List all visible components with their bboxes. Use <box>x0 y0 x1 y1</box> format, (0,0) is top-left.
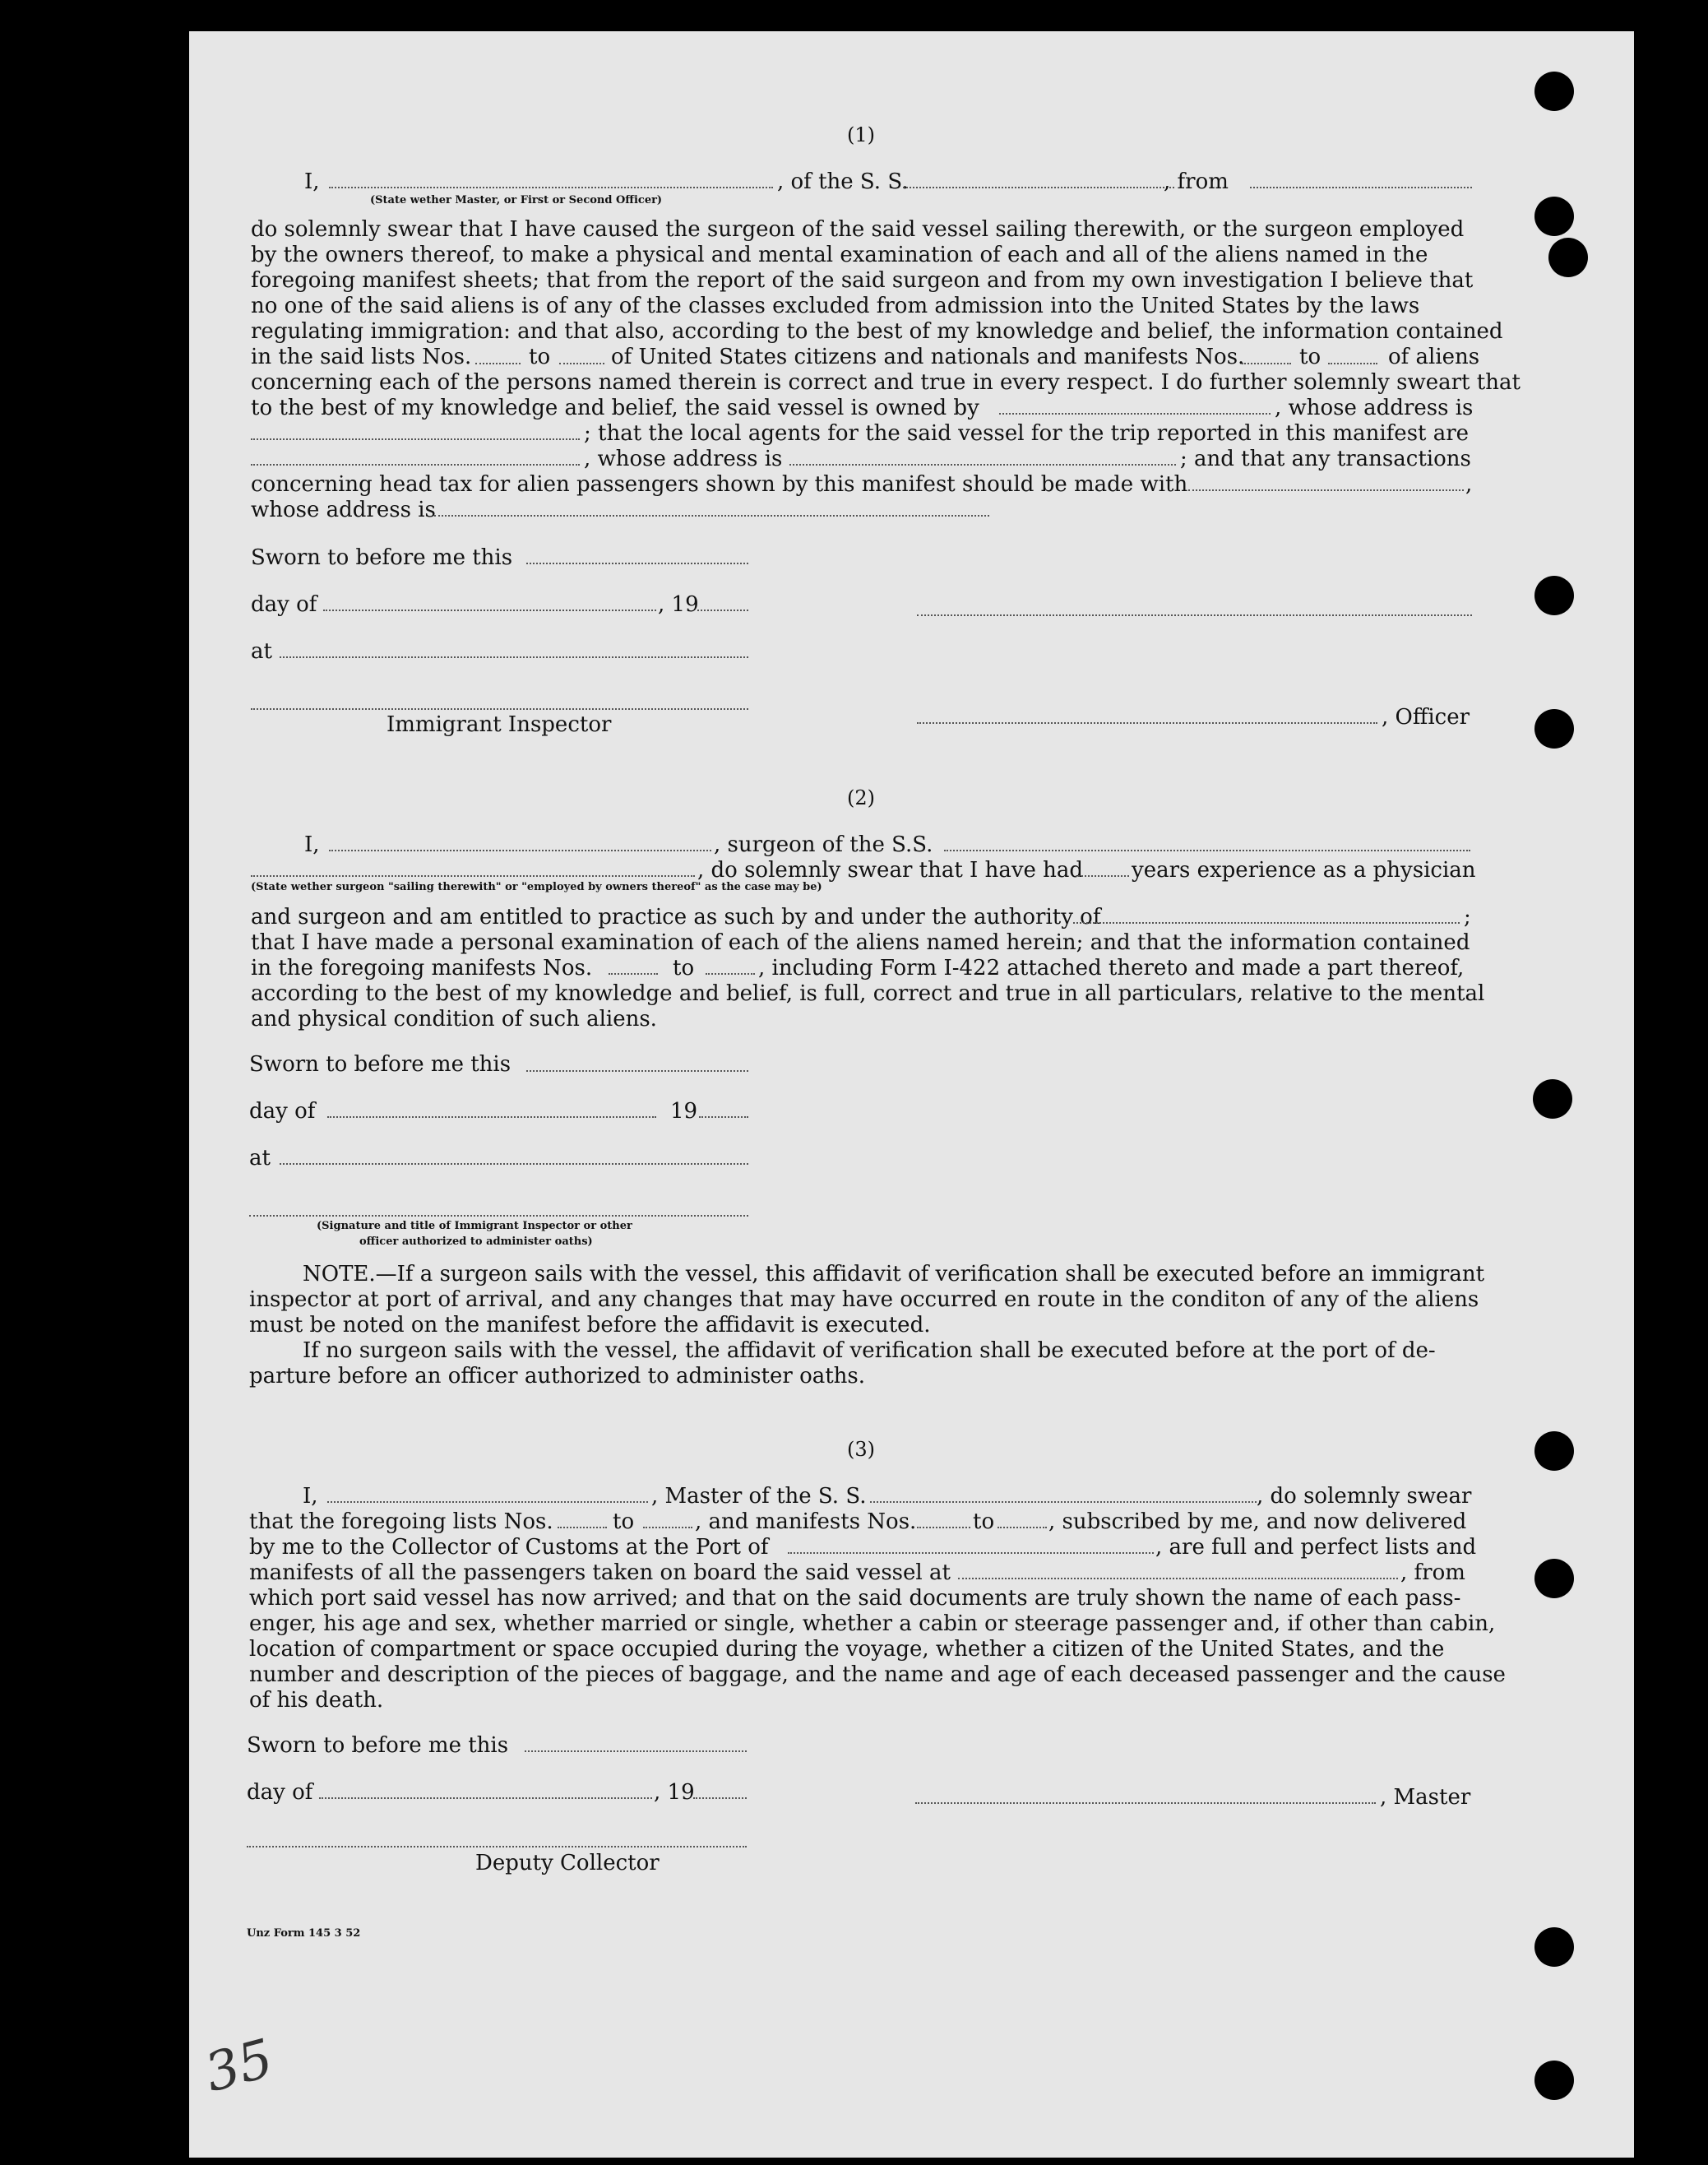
s2-name-field[interactable] <box>329 849 711 851</box>
punch-hole <box>1533 1079 1572 1119</box>
s2-at-label: at <box>249 1146 271 1171</box>
s3-lists-to-field[interactable] <box>643 1526 692 1528</box>
s1-owner-address-field[interactable] <box>251 438 580 440</box>
s1-para-line: no one of the said aliens is of any of the classes excluded from admission into the United States by the laws <box>251 294 1420 318</box>
s2-authority-field[interactable] <box>1073 921 1460 924</box>
s1-agents-field[interactable] <box>251 463 580 466</box>
s1-para-line: foregoing manifest sheets; that from the report of the said surgeon and from my own investigation I believe that <box>251 268 1474 293</box>
s3-manifests-label: , and manifests Nos. <box>695 1509 917 1534</box>
s2-role-field[interactable] <box>251 874 695 877</box>
s2-nos-to-field[interactable] <box>706 972 755 975</box>
punch-hole <box>1534 197 1574 236</box>
handwritten-number: 35 <box>198 2028 280 2105</box>
s2-sworn-field[interactable] <box>526 1069 748 1072</box>
s3-lists-to: to <box>613 1509 635 1534</box>
s1-lists-to: to <box>529 345 551 369</box>
s2-nos-to: to <box>673 956 695 981</box>
punch-hole <box>1534 1431 1574 1471</box>
s2-i: I, <box>304 832 320 857</box>
s1-at-label: at <box>251 639 272 664</box>
s2-year-label: 19 <box>670 1099 698 1124</box>
s1-owned-label: to the best of my knowledge and belief, the said vessel is owned by <box>251 396 979 420</box>
s3-sworn-field[interactable] <box>525 1750 747 1752</box>
s1-from-field[interactable] <box>1250 186 1472 188</box>
s3-year-field[interactable] <box>693 1796 747 1799</box>
s3-manifests-from-field[interactable] <box>917 1526 970 1528</box>
form-number: Unz Form 145 3 52 <box>247 1927 361 1940</box>
s1-whose-address-label: whose address is <box>251 498 436 522</box>
section-3-number: (3) <box>847 1438 875 1461</box>
punch-hole <box>1534 1559 1574 1598</box>
s1-lists-label: in the said lists Nos. <box>251 345 472 369</box>
s2-authority-end: ; <box>1464 905 1471 930</box>
s3-master-sig-label: , Master <box>1380 1785 1471 1810</box>
s1-signature-field[interactable] <box>917 614 1472 616</box>
s3-sworn-label: Sworn to before me this <box>247 1733 509 1758</box>
s3-deputy-field[interactable] <box>247 1845 747 1847</box>
s2-years-label: years experience as a physician <box>1132 858 1476 883</box>
s3-deputy-label: Deputy Collector <box>475 1851 660 1875</box>
s3-collector-label: by me to the Collector of Customs at the Port of <box>249 1535 769 1560</box>
s3-para-line: number and description of the pieces of baggage, and the name and age of each deceased passenger and the cause <box>249 1662 1506 1687</box>
s2-para-line: and physical condition of such aliens. <box>251 1007 657 1032</box>
s3-name-field[interactable] <box>327 1500 648 1503</box>
note-line: parture before an officer authorized to administer oaths. <box>249 1364 866 1388</box>
s1-agents-address-label: , whose address is <box>584 447 783 471</box>
s2-para-line: that I have made a personal examination of each of the aliens named herein; and that the information contained <box>251 930 1470 955</box>
s1-master-field[interactable] <box>329 186 773 188</box>
s1-manifests-to-field[interactable] <box>1328 362 1377 364</box>
s2-day-field[interactable] <box>327 1115 656 1118</box>
s2-swear-label: , do solemnly swear that I have had <box>697 858 1084 883</box>
s2-ship-field[interactable] <box>944 849 1470 851</box>
s3-manifests-to-field[interactable] <box>997 1526 1047 1528</box>
s2-dayof-label: day of <box>249 1099 316 1124</box>
s3-manifests-at-label: manifests of all the passengers taken on board the said vessel at <box>249 1560 951 1585</box>
s3-day-field[interactable] <box>319 1796 652 1799</box>
s1-headtax-comma: , <box>1465 472 1473 497</box>
s1-headtax-address-field[interactable] <box>434 514 989 517</box>
s1-sworn-label: Sworn to before me this <box>251 545 513 570</box>
s3-swear-label: , do solemnly swear <box>1257 1484 1472 1509</box>
s3-lists-from-field[interactable] <box>558 1526 607 1528</box>
punch-hole <box>1548 238 1588 277</box>
s3-para-line: which port said vessel has now arrived; and that on the said documents are truly shown the name of each pass- <box>249 1586 1461 1611</box>
note-line: must be noted on the manifest before the affidavit is executed. <box>249 1313 931 1337</box>
s1-master-note: (State wether Master, or First or Second Officer) <box>370 194 663 206</box>
s2-sig-note-1: (Signature and title of Immigrant Inspector or other <box>317 1220 632 1232</box>
s1-at-field[interactable] <box>280 656 748 658</box>
note-line: If no surgeon sails with the vessel, the affidavit of verification shall be executed before at the port of de- <box>303 1338 1436 1363</box>
s1-lists-from-field[interactable] <box>475 362 521 364</box>
s1-para-line: regulating immigration: and that also, according to the best of my knowledge and belief, the information contained <box>251 319 1503 344</box>
s1-agents-label: ; that the local agents for the said vessel for the trip reported in this manifest are <box>584 421 1470 446</box>
punch-hole <box>1534 2061 1574 2100</box>
s3-master-sig-field[interactable] <box>915 1801 1376 1804</box>
s2-para-line: according to the best of my knowledge and belief, is full, correct and true in all particulars, relative to the mental <box>251 981 1485 1006</box>
s1-inspector-field[interactable] <box>251 707 748 710</box>
s2-years-field[interactable] <box>1076 874 1129 877</box>
s3-dayof-label: day of <box>247 1780 313 1805</box>
s2-sworn-label: Sworn to before me this <box>249 1052 511 1077</box>
s1-lists-citizens: of United States citizens and nationals and manifests Nos. <box>611 345 1245 369</box>
s3-from-label: , from <box>1400 1560 1465 1585</box>
s1-manifests-to: to <box>1299 345 1322 369</box>
s1-from: , from <box>1164 169 1229 194</box>
section-1-number: (1) <box>847 123 875 146</box>
s3-full-lists: , are full and perfect lists and <box>1155 1535 1477 1560</box>
s3-para-line: of his death. <box>249 1688 384 1713</box>
s1-officer-label: , Officer <box>1382 705 1470 730</box>
s2-surgeon-label: , surgeon of the S.S. <box>714 832 933 857</box>
s2-surgeon-note: (State wether surgeon "sailing therewith" or "employed by owners thereof" as the case may be) <box>251 881 822 893</box>
s2-authority-label: and surgeon and am entitled to practice as such by and under the authority of <box>251 905 1101 930</box>
s2-year-field[interactable] <box>699 1115 748 1118</box>
s1-lists-to-field[interactable] <box>559 362 604 364</box>
s3-subscribed-label: , subscribed by me, and now delivered <box>1048 1509 1467 1534</box>
s1-sworn-field[interactable] <box>526 562 748 564</box>
punch-hole <box>1534 1927 1574 1967</box>
s1-officer-field[interactable] <box>917 721 1377 724</box>
s1-manifests-from-field[interactable] <box>1242 362 1291 364</box>
s2-nos-from-field[interactable] <box>609 972 658 975</box>
s1-of-aliens: of aliens <box>1388 345 1480 369</box>
s3-year-label: , 19 <box>654 1780 695 1805</box>
s1-inspector-label: Immigrant Inspector <box>386 712 612 737</box>
s2-inspector-sig-field[interactable] <box>249 1214 748 1217</box>
s3-port-field[interactable] <box>788 1551 1154 1554</box>
s1-owner-field[interactable] <box>999 412 1271 415</box>
punch-hole <box>1534 709 1574 749</box>
s1-year-field[interactable] <box>697 609 748 611</box>
note-line: NOTE.—If a surgeon sails with the vessel, this affidavit of verification shall be executed before an immigrant <box>303 1262 1485 1286</box>
s1-headtax-field[interactable] <box>1188 489 1464 491</box>
s1-year-label: , 19 <box>658 592 699 617</box>
s3-para-line: enger, his age and sex, whether married or single, whether a cabin or steerage passenger and, if other than cabin, <box>249 1611 1496 1636</box>
note-line: inspector at port of arrival, and any changes that may have occurred en route in the conditon of any of the aliens <box>249 1287 1479 1312</box>
s1-para-line: concerning each of the persons named therein is correct and true in every respect. I do further solemnly sweart that <box>251 370 1521 395</box>
s3-manifests-to: to <box>973 1509 995 1534</box>
s1-day-field[interactable] <box>323 609 656 611</box>
s2-sig-note-2: officer authorized to administer oaths) <box>359 1235 593 1248</box>
punch-hole <box>1534 576 1574 615</box>
s3-master-label: , Master of the S. S. <box>651 1484 867 1509</box>
s2-nos-label: in the foregoing manifests Nos. <box>251 956 593 981</box>
s2-form-label: , including Form I-422 attached thereto and made a part thereof, <box>758 956 1465 981</box>
s3-lists-label: that the foregoing lists Nos. <box>249 1509 553 1534</box>
punch-hole <box>1534 72 1574 111</box>
s1-para-line: by the owners thereof, to make a physical and mental examination of each and all of the aliens named in the <box>251 243 1428 267</box>
s1-dayof-label: day of <box>251 592 317 617</box>
s1-of-ss: , of the S. S. <box>777 169 909 194</box>
s1-i: I, <box>304 169 320 194</box>
s1-agents-address-field[interactable] <box>789 463 1176 466</box>
s3-i: I, <box>303 1484 318 1509</box>
s3-port-boarded-field[interactable] <box>958 1577 1398 1579</box>
s2-at-field[interactable] <box>280 1162 748 1165</box>
s3-ship-field[interactable] <box>870 1500 1257 1503</box>
s1-whose-address: , whose address is <box>1275 396 1474 420</box>
s1-headtax-label: concerning head tax for alien passengers shown by this manifest should be made with <box>251 472 1188 497</box>
section-2-number: (2) <box>847 786 875 809</box>
s1-para-line: do solemnly swear that I have caused the surgeon of the said vessel sailing therewith, or the surgeon employed <box>251 217 1465 242</box>
s3-para-line: location of compartment or space occupied during the voyage, whether a citizen of the United States, and the <box>249 1637 1445 1662</box>
s1-transactions: ; and that any transactions <box>1180 447 1471 471</box>
s1-ship-field[interactable] <box>903 186 1174 188</box>
